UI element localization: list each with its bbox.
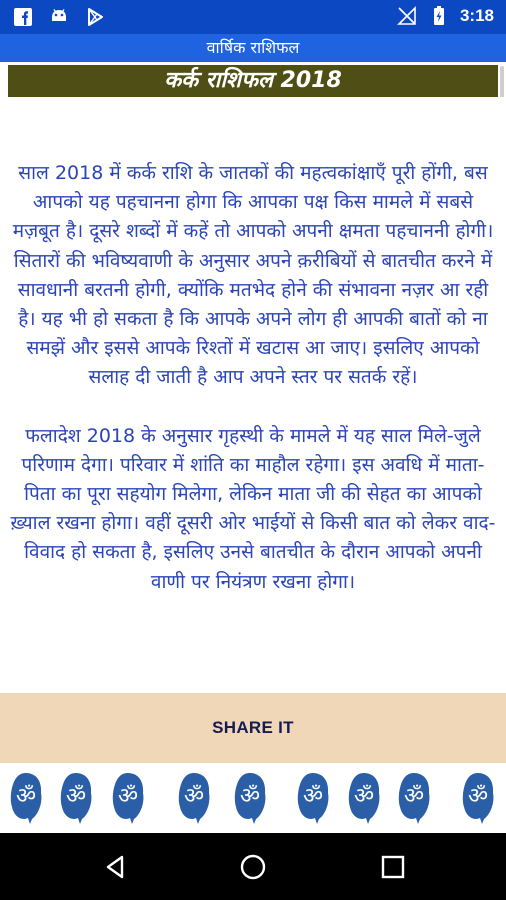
back-icon[interactable] — [100, 852, 130, 882]
om-symbol-text: ॐ — [65, 784, 87, 809]
om-symbol-icon — [58, 769, 94, 825]
heading-text: कर्क राशिफल 2018 — [164, 68, 342, 93]
app-title-bar — [0, 34, 506, 62]
om-symbol-text: ॐ — [302, 784, 324, 809]
om-symbol-text: ॐ — [117, 784, 139, 809]
om-symbol-text: ॐ — [15, 784, 37, 809]
om-symbol-text: ॐ — [239, 784, 261, 809]
om-symbol-icon — [8, 769, 44, 825]
android-icon — [48, 6, 70, 28]
om-symbol-text: ॐ — [353, 784, 375, 809]
om-symbol-icon — [176, 769, 212, 825]
horoscope-paragraph-1: साल 2018 में कर्क राशि के जातकों की महत्वकांक्षाएँ पूरी होंगी, बस आपको यह पहचानना होगा कि आपका पक्ष किस मामले में सबसे मज़बूत है। दूसरे शब्दों में कहें तो आपको अपनी क्षमता पहचाननी होगी। सितारों की भविष्यवाणी के अनुसार अपने क़रीबियों से बातचीत करने में सावधानी बरतनी होगी, क्योंकि मतभेद होने की संभावना नज़र आ रही है। यह भी हो सकता है कि आपके अपने लोग ही आपकी बातों को ना समझें और इससे आपके रिश्तों में खटास आ जाए। इसलिए आपको सलाह दी जाती है आप अपने स्तर पर सतर्क रहें। — [12, 162, 494, 389]
home-icon[interactable] — [238, 852, 268, 882]
clock-time: 3:18 — [459, 6, 494, 25]
om-symbol-text: ॐ — [183, 784, 205, 809]
share-button[interactable]: SHARE IT — [206, 717, 300, 739]
recents-icon[interactable] — [378, 852, 408, 882]
om-symbol-icon — [232, 769, 268, 825]
om-symbol-icon — [460, 769, 496, 825]
horoscope-paragraph-2: फलादेश 2018 के अनुसार गृहस्थी के मामले में यह साल मिले-जुले परिणाम देगा। परिवार में शांति का माहौल रहेगा। इस अवधि में माता-पिता का पूरा सहयोग मिलेगा, लेकिन माता जी की सेहत का आपको ख़्याल रखना होगा। वहीं दूसरी ओर भाईयों से किसी बात को लेकर वाद-विवाद हो सकता है, इसलिए उनसे बातचीत के दौरान आपको अपनी वाणी पर नियंत्रण रखना होगा। — [10, 424, 496, 593]
app-title: वार्षिक राशिफल — [206, 38, 300, 57]
om-symbol-icon — [396, 769, 432, 825]
om-symbol-icon — [110, 769, 146, 825]
om-symbol-icon — [346, 769, 382, 825]
om-symbol-text: ॐ — [467, 784, 489, 809]
play-store-icon — [84, 6, 106, 28]
horoscope-content[interactable] — [0, 97, 506, 693]
facebook-icon — [12, 6, 34, 28]
navigation-bar — [0, 833, 506, 900]
ad-banner[interactable] — [0, 763, 506, 833]
horoscope-heading — [8, 65, 498, 97]
om-symbol-text: ॐ — [403, 784, 425, 809]
no-signal-icon — [396, 5, 418, 27]
battery-charging-icon — [428, 5, 450, 27]
share-area — [0, 693, 506, 763]
om-symbol-icon — [295, 769, 331, 825]
status-bar — [0, 0, 506, 34]
